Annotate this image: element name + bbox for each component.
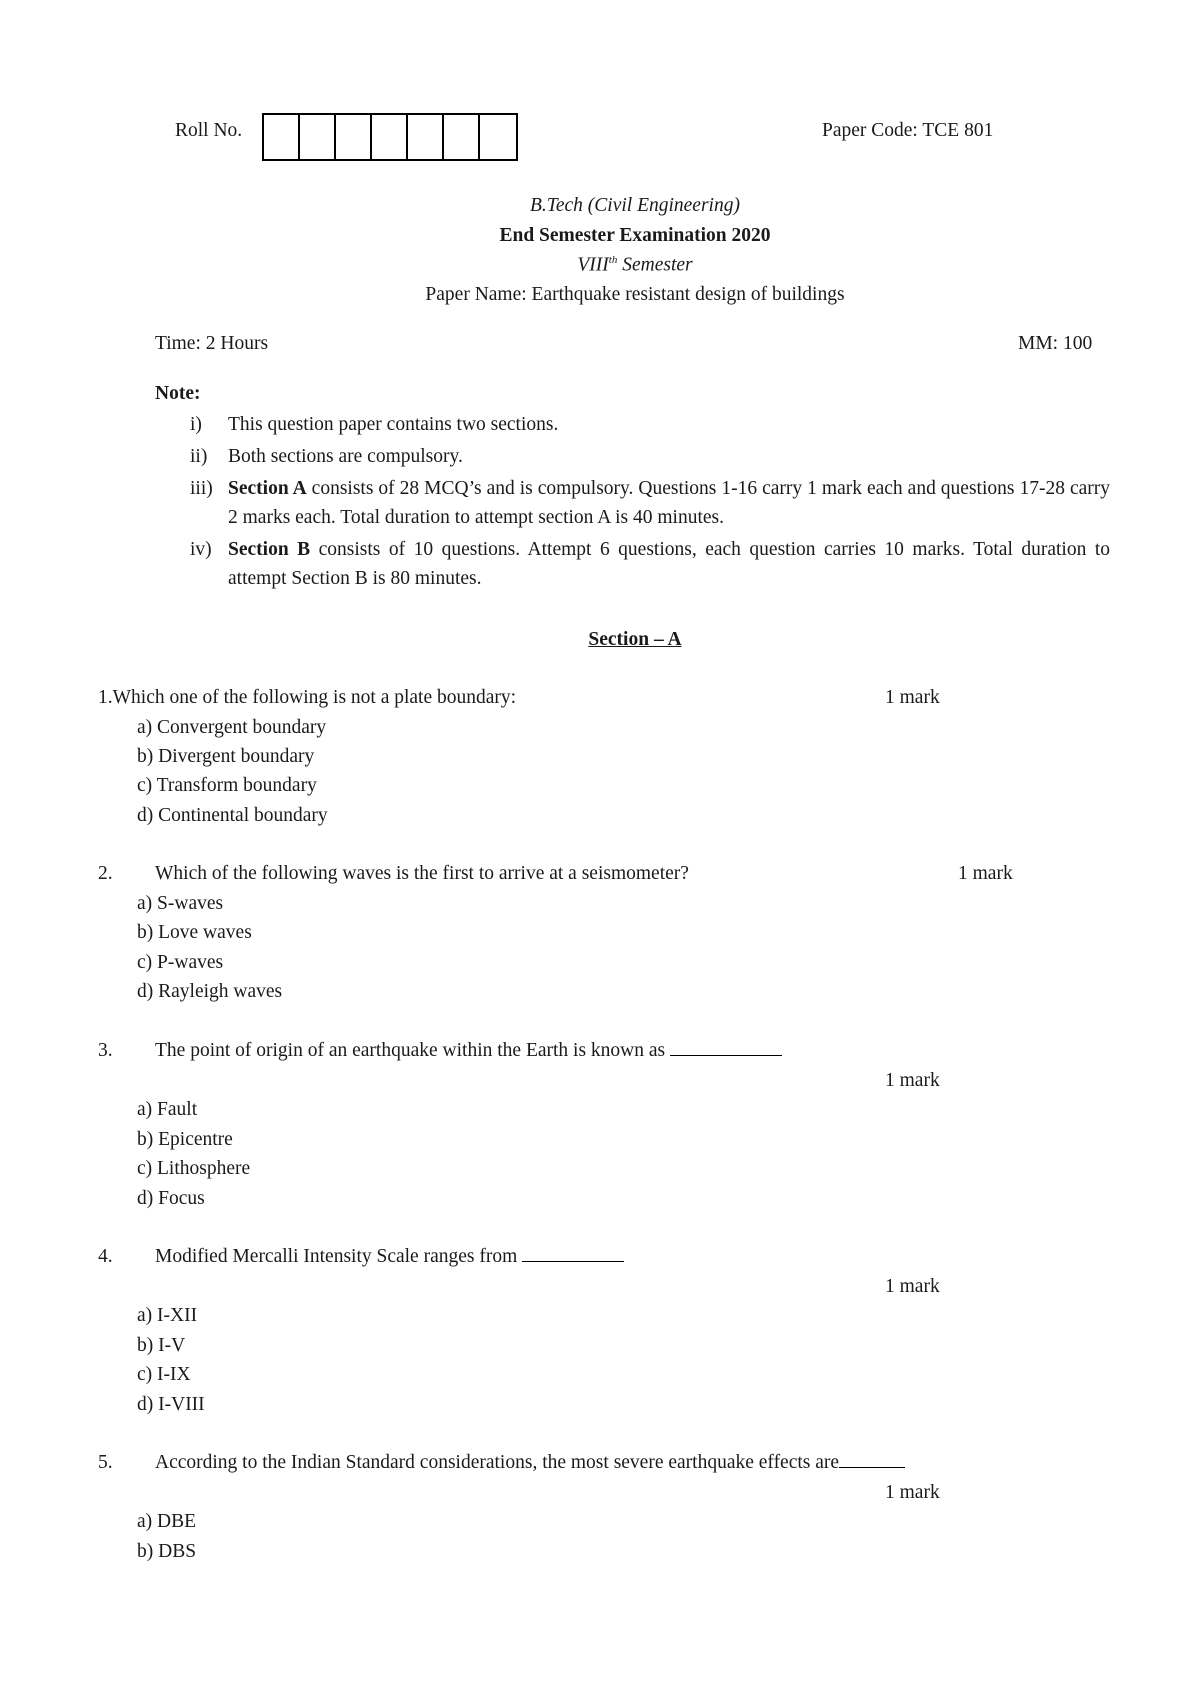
note-item: ii) Both sections are compulsory. <box>190 446 463 467</box>
question-1-marks: 1 mark <box>885 687 940 708</box>
question-5-marks: 1 mark <box>885 1482 940 1503</box>
roll-number-cell[interactable] <box>408 115 444 159</box>
question-4-number: 4. <box>98 1246 113 1267</box>
question-5-number: 5. <box>98 1452 113 1473</box>
question-2-option-a: a) S-waves <box>137 893 224 914</box>
roll-number-cell[interactable] <box>480 115 516 159</box>
roll-number-cell[interactable] <box>336 115 372 159</box>
question-1: 1.Which one of the following is not a plate boundary: <box>98 687 517 708</box>
question-4: Modified Mercalli Intensity Scale ranges from <box>155 1247 624 1267</box>
question-1-option-d: d) Continental boundary <box>137 805 328 826</box>
question-5: According to the Indian Standard considerations, the most severe earthquake effects are <box>155 1453 905 1473</box>
question-3-marks: 1 mark <box>885 1070 940 1091</box>
question-4-option-d: d) I-VIII <box>137 1394 205 1415</box>
answer-blank <box>839 1466 905 1468</box>
question-2-option-d: d) Rayleigh waves <box>137 981 283 1002</box>
question-2-option-c: c) P-waves <box>137 952 224 973</box>
question-2-option-b: b) Love waves <box>137 922 252 943</box>
question-1-option-b: b) Divergent boundary <box>137 746 315 767</box>
question-2-number: 2. <box>98 863 113 884</box>
roll-number-cell[interactable] <box>372 115 408 159</box>
question-2: Which of the following waves is the first to arrive at a seismometer? <box>155 863 689 884</box>
section-a-title: Section – A <box>588 629 682 650</box>
paper-name: Paper Name: Earthquake resistant design of buildings <box>425 284 845 305</box>
question-4-option-a: a) I-XII <box>137 1305 198 1326</box>
question-1-option-a: a) Convergent boundary <box>137 717 327 738</box>
question-5-option-a: a) DBE <box>137 1511 197 1532</box>
question-3-option-d: d) Focus <box>137 1188 205 1209</box>
max-marks: MM: 100 <box>1018 333 1093 354</box>
question-4-option-b: b) I-V <box>137 1335 186 1356</box>
roll-number-boxes[interactable] <box>262 113 518 161</box>
question-1-option-c: c) Transform boundary <box>137 775 317 796</box>
note-heading: Note: <box>155 383 201 404</box>
exam-duration: Time: 2 Hours <box>155 333 269 354</box>
question-3-option-c: c) Lithosphere <box>137 1158 251 1179</box>
semester-title: VIIIth Semester <box>577 254 693 276</box>
answer-blank <box>670 1054 782 1056</box>
exam-title: End Semester Examination 2020 <box>499 225 771 246</box>
question-3-number: 3. <box>98 1040 113 1061</box>
paper-code: Paper Code: TCE 801 <box>822 120 994 141</box>
question-3-option-a: a) Fault <box>137 1099 198 1120</box>
question-5-option-b: b) DBS <box>137 1541 197 1562</box>
question-4-option-c: c) I-IX <box>137 1364 191 1385</box>
roll-number-cell[interactable] <box>264 115 300 159</box>
roll-number-cell[interactable] <box>300 115 336 159</box>
program-title: B.Tech (Civil Engineering) <box>530 195 740 216</box>
question-3: The point of origin of an earthquake within the Earth is known as <box>155 1041 782 1061</box>
note-item: iv) Section B consists of 10 questions. Attempt 6 questions, each question carries 10 marks. Total duration to attempt Section B is 80 minutes. <box>190 539 1110 589</box>
roll-number-cell[interactable] <box>444 115 480 159</box>
question-3-option-b: b) Epicentre <box>137 1129 233 1150</box>
roll-number-label: Roll No. <box>175 120 243 141</box>
question-2-marks: 1 mark <box>958 863 1013 884</box>
note-item: i) This question paper contains two sections. <box>190 414 559 435</box>
question-4-marks: 1 mark <box>885 1276 940 1297</box>
answer-blank <box>522 1260 624 1262</box>
note-item: iii) Section A consists of 28 MCQ’s and is compulsory. Questions 1-16 carry 1 mark each and questions 17-28 carry 2 marks each. Total duration to attempt section A is 40 minutes. <box>190 478 1111 528</box>
